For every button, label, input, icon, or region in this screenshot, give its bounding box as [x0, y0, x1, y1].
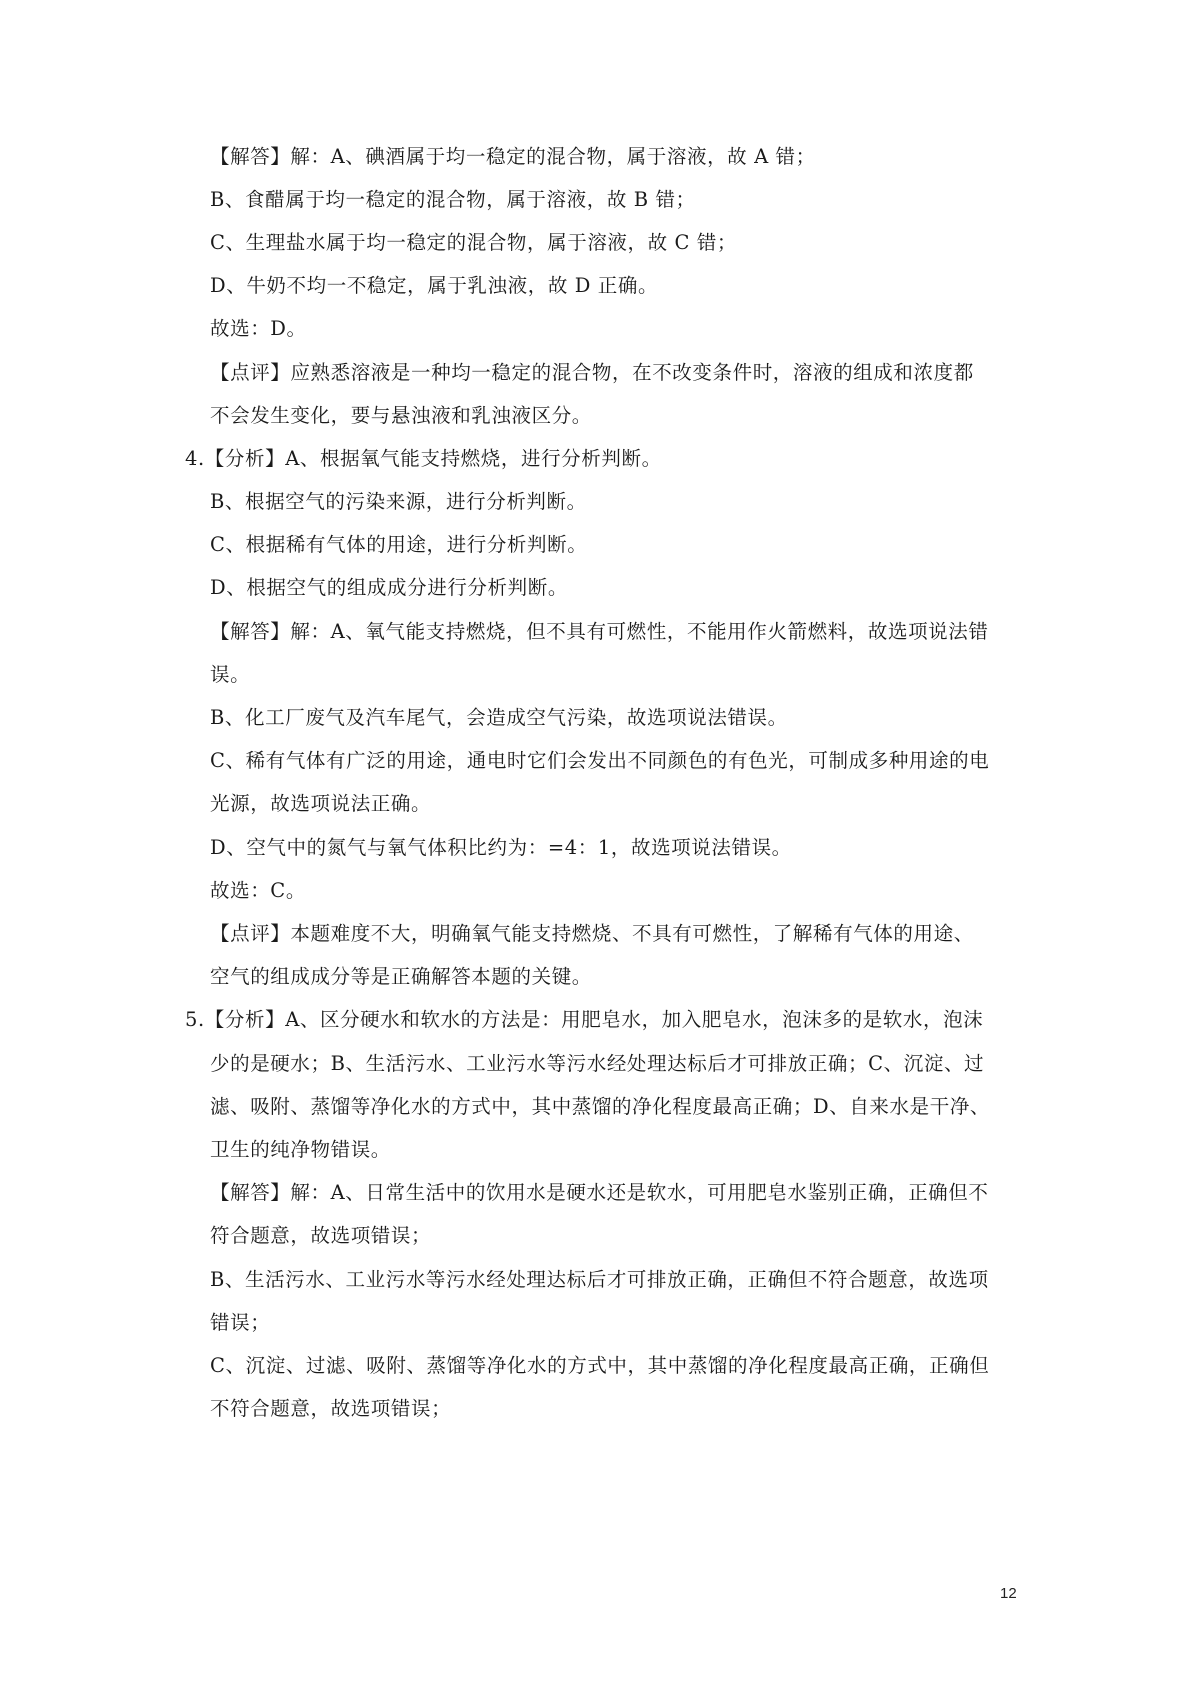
text-line: 错误；: [210, 1311, 271, 1334]
text-line: C、根据稀有气体的用途，进行分析判断。: [210, 533, 588, 556]
text-line: D、牛奶不均一不稳定，属于乳浊液，故 D 正确。: [210, 274, 659, 297]
text-line: 【解答】解：A、碘酒属于均一稳定的混合物，属于溶液，故 A 错；: [210, 145, 816, 168]
text-line: D、根据空气的组成成分进行分析判断。: [210, 576, 568, 599]
text-line: 故选：D。: [210, 317, 307, 340]
text-line: 5.【分析】A、区分硬水和软水的方法是：用肥皂水，加入肥皂水，泡沫多的是软水，泡沫: [185, 1008, 984, 1031]
text-line: C、生理盐水属于均一稳定的混合物，属于溶液，故 C 错；: [210, 231, 738, 254]
text-line: 滤、吸附、蒸馏等净化水的方式中，其中蒸馏的净化程度最高正确；D、自来水是干净、: [210, 1095, 991, 1118]
text-line: C、沉淀、过滤、吸附、蒸馏等净化水的方式中，其中蒸馏的净化程度最高正确，正确但: [210, 1354, 990, 1377]
text-line: 少的是硬水；B、生活污水、工业污水等污水经处理达标后才可排放正确；C、沉淀、过: [210, 1052, 985, 1075]
text-line: 【点评】本题难度不大，明确氧气能支持燃烧、不具有可燃性，了解稀有气体的用途、: [210, 922, 974, 945]
text-line: 误。: [210, 663, 251, 686]
text-line: 卫生的纯净物错误。: [210, 1138, 391, 1161]
text-line: 4.【分析】A、根据氧气能支持燃烧，进行分析判断。: [185, 447, 662, 470]
text-line: B、根据空气的污染来源，进行分析判断。: [210, 490, 587, 513]
page-number: 12: [1000, 1585, 1017, 1602]
text-line: B、生活污水、工业污水等污水经处理达标后才可排放正确，正确但不符合题意，故选项: [210, 1268, 989, 1291]
text-line: D、空气中的氮气与氧气体积比约为：=4：1，故选项说法错误。: [210, 836, 792, 859]
text-line: 光源，故选项说法正确。: [210, 792, 432, 815]
text-line: 【点评】应熟悉溶液是一种均一稳定的混合物，在不改变条件时，溶液的组成和浓度都: [210, 361, 974, 384]
text-line: 不会发生变化，要与悬浊液和乳浊液区分。: [210, 404, 592, 427]
text-line: 【解答】解：A、日常生活中的饮用水是硬水还是软水，可用肥皂水鉴别正确，正确但不: [210, 1181, 989, 1204]
text-line: C、稀有气体有广泛的用途，通电时它们会发出不同颜色的有色光，可制成多种用途的电: [210, 749, 990, 772]
text-line: B、食醋属于均一稳定的混合物，属于溶液，故 B 错；: [210, 188, 696, 211]
text-line: 不符合题意，故选项错误；: [210, 1397, 452, 1420]
text-line: 空气的组成成分等是正确解答本题的关键。: [210, 965, 592, 988]
text-line: B、化工厂废气及汽车尾气，会造成空气污染，故选项说法错误。: [210, 706, 788, 729]
text-line: 故选：C。: [210, 879, 306, 902]
text-line: 符合题意，故选项错误；: [210, 1224, 432, 1247]
text-line: 【解答】解：A、氧气能支持燃烧，但不具有可燃性，不能用作火箭燃料，故选项说法错: [210, 620, 989, 643]
